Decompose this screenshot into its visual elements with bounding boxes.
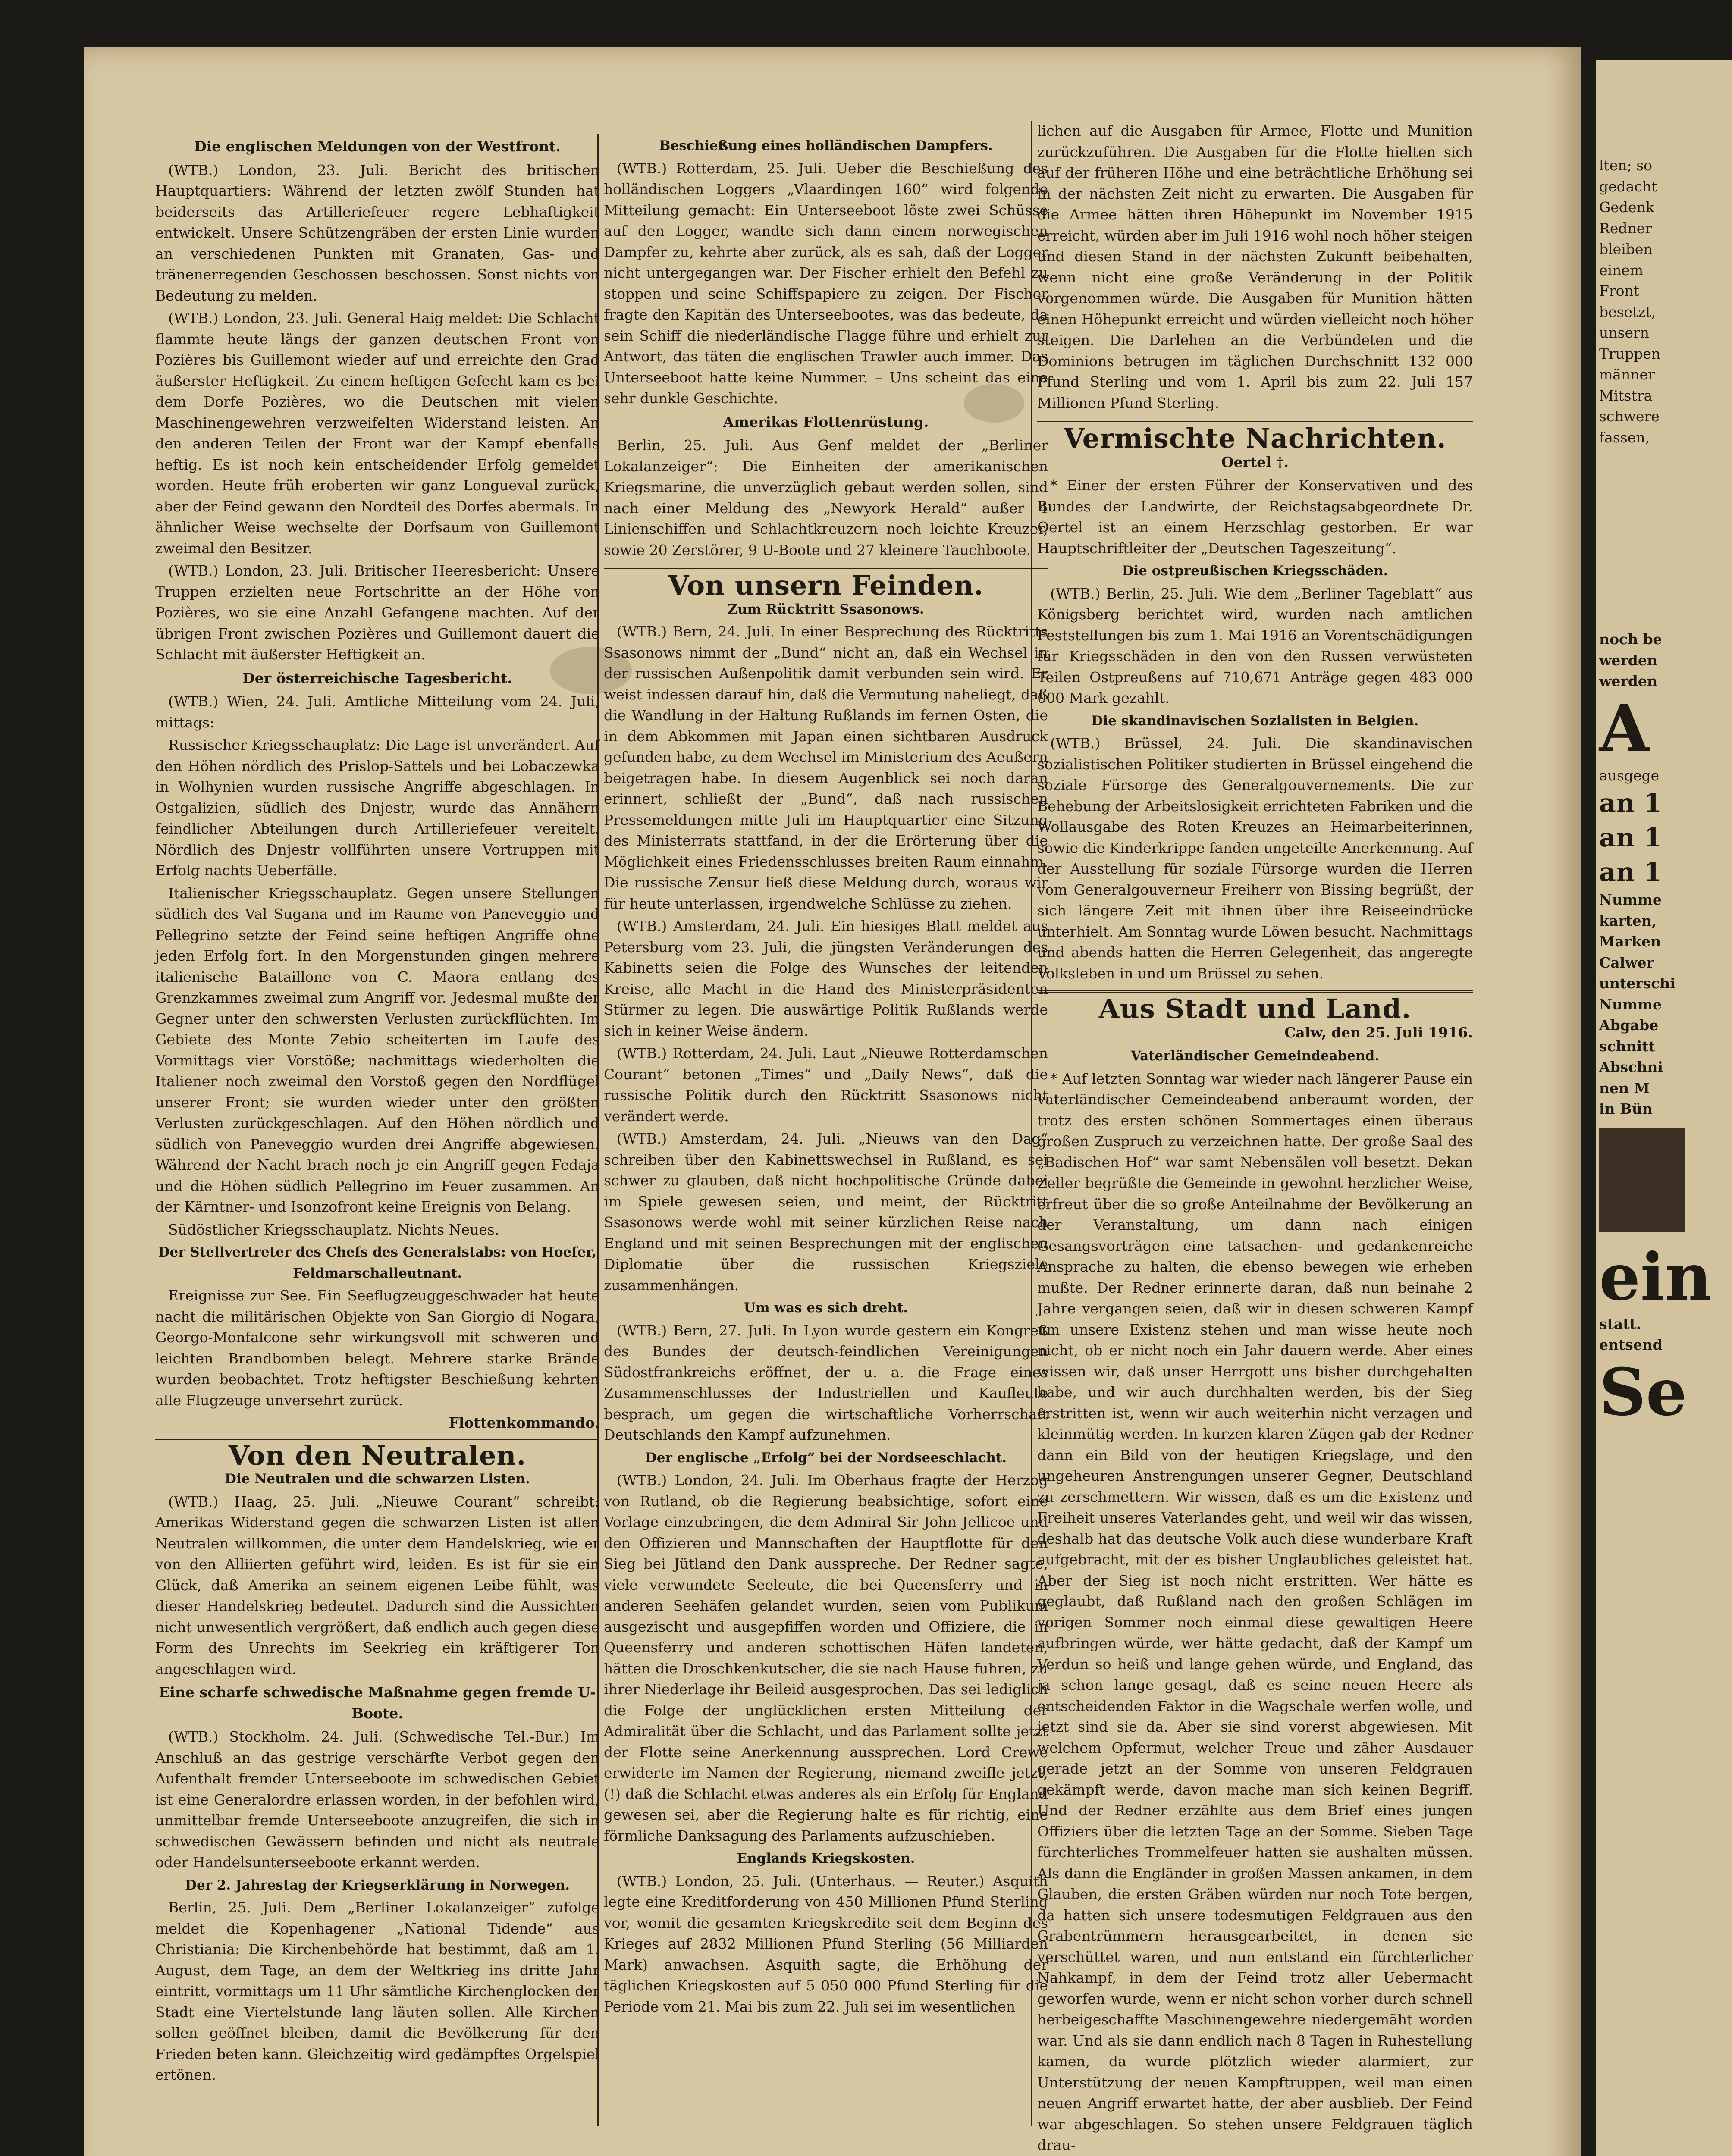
edge-line: Gedenk [1599, 199, 1654, 216]
edge-illustration [1599, 1128, 1685, 1232]
article-paragraph: lichen auf die Ausgaben für Armee, Flotte und Munition zurückzuführen. Die Ausgaben für die Flotte hielten sich auf der früheren Höhe und eine beträchtliche Erhöhung sei in der nächsten Zeit nicht zu erwarten. Die Ausgaben für die Armee hätten ihren Höhepunkt im November 1915 erreicht, würden aber im Juli 1916 wohl noch höher steigen und diesen Stand in der nächsten Zukunft beibehalten, wenn nicht eine große Veränderung in der Politik vorgenommen würde. Die Ausgaben für Munition hätten einen Höhepunkt erreicht und würden vielleicht noch höher steigen. Die Darlehen an die Verbündeten und die Dominions betrugen im täglichen Durchschnitt 132 000 Pfund Sterling und vom 1. April bis zum 22. Juli 157 Millionen Pfund Sterling. [1037, 122, 1473, 411]
section-heading: Vermischte Nachrichten. [1064, 423, 1446, 454]
article-title: Eine scharfe schwedische Maßnahme gegen fremde U-Boote. [159, 1684, 596, 1722]
article-paragraph: Südöstlicher Kriegsschauplatz. Nichts Neues. [168, 1221, 499, 1238]
article-paragraph: (WTB.) Bern, 24. Juli. In einer Besprechung des Rücktritts Ssasonows nimmt der „Bund“ nicht an, daß ein Wechsel in der russischen Außenpolitik damit verbunden sein wird. Er weist indessen darauf hin, daß die Vermutung naheliegt, daß die Wandlung in der Haltung Rußlands im fernen Osten, die in dem Abkommen mit Japan einen sichtbaren Ausdruck gefunden habe, zu dem Wechsel im Ministerium des Aeußern beigetragen habe. In diesem Augenblick sei noch daran erinnert, schließt der „Bund“, daß nach russischen Pressemeldungen mitte Juli im Hauptquartier eine Sitzung des Ministerrats stattfand, in der die Erörterung über die Möglichkeit eines Friedensschlusses breiten Raum einnahm. Die russische Zensur ließ diese Meldung durch, woraus wir für heute unterlassen, irgendwelche Schlüsse zu ziehen. [604, 623, 1048, 912]
edge-line: Abschni [1599, 1059, 1663, 1075]
edge-line: schnitt [1599, 1037, 1655, 1055]
article-paragraph: Italienischer Kriegsschauplatz. Gegen unsere Stellungen südlich des Val Sugana und im Raume von Paneveggio und Pellegrino setzte der Feind seine heftigen Angriffe ohne jeden Erfolg fort. In den Morgenstunden gingen mehrere italienische Bataillone von C. Maora entlang des Grenzkammes zweimal zum Angriff vor. Jedesmal mußte der Gegner unter den schwersten Verlusten zurückflüchten. Im Gebiete des Monte Zebio scheiterten im Laufe des Vormittags vier Vorstöße; nachmittags wiederholten die Italiener noch zweimal den Vorstoß gegen den Nordflügel unserer Front; sie wurden wieder unter den größten Verlusten zurückgeschlagen. Auf den Höhen nördlich und südlich von Paneveggio wurden drei Angriffe abgewiesen. Während der Nacht brach noch je ein Angriff gegen Fedaja und die Höhen südlich Pellegrino im Feuer zusammen. An der Kärntner- und Isonzofront keine Ereignis von Belang. [155, 884, 599, 1215]
edge-line: werden [1599, 652, 1657, 669]
edge-line: gedacht [1599, 178, 1657, 195]
article-paragraph: Berlin, 25. Juli. Aus Genf meldet der „Berliner Lokalanzeiger“: Die Einheiten der amerikanischen Kriegsmarine, die unverzüglich gebaut werden sollen, sind nach einer Meldung des „Newyork Herald“ außer 4 Linienschiffen und Schlachtkreuzern noch leichte Kreuzer, sowie 20 Zerstörer, 9 U-Boote und 27 kleinere Tauchboote. [604, 437, 1048, 558]
article-paragraph: (WTB.) Rotterdam, 24. Juli. Laut „Nieuwe Rotterdamschen Courant“ betonen „Times“ und „Daily News“, daß die russische Politik durch den Rücktritt Ssasonows nicht verändert werde. [604, 1045, 1048, 1125]
edge-line: Marken [1599, 933, 1661, 950]
adjacent-page-edge [1596, 60, 1732, 2156]
article-paragraph: (WTB.) Amsterdam, 24. Juli. Ein hiesiges Blatt meldet aus Petersburg vom 23. Juli, die jüngsten Veränderungen des Kabinetts seien die Folge des Wunsches der leitenden Kreise, alle Macht in die Hand des Ministerpräsidenten Stürmer zu legen. Die auswärtige Politik Rußlands werde sich in keiner Weise ändern. [604, 918, 1048, 1039]
edge-line: Redner [1599, 219, 1652, 237]
article-paragraph: (WTB.) London, 23. Juli. Bericht des britischen Hauptquartiers: Während der letzten zwölf Stunden hat beiderseits das Artilleriefeuer regere Lebhaftigkeit entwickelt. Unsere Schützengräben der ersten Linie wurden an verschiedenen Punkten mit Granaten, Gas- und tränenerregenden Geschossen beschossen. Sonst nichts von Bedeutung zu melden. [155, 161, 599, 304]
article-paragraph: (WTB.) London, 24. Juli. Im Oberhaus fragte der Herzog von Rutland, ob die Regierung beabsichtige, sofort eine Vorlage einzubringen, die dem Admiral Sir John Jellicoe und den Offizieren und Mannschaften der Hauptflotte für den Sieg bei Jütland den Dank ausspreche. Der Redner sagte, viele verwundete Seeleute, die bei Queensferry und in anderen Seehäfen gelandet wurden, seien vom Publikum ausgezischt und ausgepfiffen worden und Offiziere, die in Queensferry und anderen schottischen Häfen landeten, hätten die Droschkenkutscher, die sie nach Hause fuhren, zu ihrer Niederlage ihr Beileid ausgesprochen. Das sei lediglich die Folge der unglücklichen ersten Mitteilung der Admiralität über die Schlacht, und das Parlament sollte jetzt der Flotte seine Anerkennung aussprechen. Lord Crewe erwiderte im Namen der Regierung, niemand zweifle jetzt, (!) daß die Schlacht etwas anderes als ein Erfolg für England gewesen sei, aber die Regierung halte es für richtig, eine förmliche Danksagung des Parlaments aufzuschieben. [604, 1472, 1048, 1844]
column-2 [604, 134, 1048, 2019]
edge-line: Abgabe [1599, 1017, 1659, 1034]
section-title: Der österreichische Tagesbericht. [242, 669, 512, 686]
section-title: Die englischen Meldungen von der Westfront. [194, 138, 561, 155]
edge-line: besetzt, [1599, 303, 1656, 320]
divider [604, 567, 1048, 569]
edge-line: an 1 [1599, 788, 1662, 818]
edge-line: Calwer [1599, 954, 1654, 971]
edge-line: Front [1599, 282, 1640, 299]
signature: Flottenkommando. [449, 1414, 599, 1431]
article-paragraph: (WTB.) Wien, 24. Juli. Amtliche Mitteilung vom 24. Juli, mittags: [155, 693, 599, 731]
edge-line: entsend [1599, 1336, 1663, 1353]
edge-line: nen M [1599, 1079, 1650, 1097]
edge-line: Truppen [1599, 345, 1661, 362]
edge-line: in Bün [1599, 1100, 1653, 1117]
article-title: Um was es sich dreht. [744, 1300, 908, 1316]
article-paragraph: (WTB.) Rotterdam, 25. Juli. Ueber die Beschießung des holländischen Loggers „Vlaardingen 160“ wird folgende Mitteilung gemacht: Ein Unterseeboot löste zwei Schüsse auf den Logger, wandte sich dann einem norwegischen Dampfer zu, kehrte aber zurück, als es sah, daß der Logger nicht untergegangen war. Der Fischer erhielt den Befehl zu stoppen und seine Schiffspapiere zu zeigen. Der Fischer fragte den Kapitän des Unterseebootes, was das bedeute, da sein Schiff die niederländische Flagge führe und erhielt zur Antwort, das täten die englischen Trawler auch immer. Das Unterseeboot hatte keine Nummer. – Uns scheint das eine sehr dunkle Geschichte. [604, 160, 1048, 407]
article-paragraph: (WTB.) Bern, 27. Juli. In Lyon wurde gestern ein Kongreß des Bundes der deutsch-feindlichen Vereinigungen Südostfrankreichs eröffnet, der u. a. die Frage eines Zusammenschlusses der Industriellen und Kaufleute besprach, um gegen die wirtschaftliche Vorherrschaft Deutschlands den Kampf aufzunehmen. [604, 1322, 1048, 1443]
signature: Der Stellvertreter des Chefs des Generalstabs: von Hoefer, Feldmarschalleutnant. [158, 1244, 597, 1281]
edge-large-letter: A [1599, 690, 1650, 767]
article-title: Oertel †. [1221, 453, 1289, 470]
edge-line: karten, [1599, 912, 1657, 929]
edge-line: an 1 [1599, 857, 1662, 887]
article-paragraph: (WTB.) Stockholm. 24. Juli. (Schwedische Tel.-Bur.) Im Anschluß an das gestrige verschärfte Verbot gegen den Aufenthalt fremder Unterseeboote im schwedischen Gebiet ist eine Generalordre erlassen worden, in der befohlen wird, unmittelbar fremde Unterseeboote anzugreifen, die sich in schwedischen Gewässern befinden und nicht als neutrale oder Handelsunterseeboote erkannt werden. [155, 1728, 599, 1871]
article-paragraph: Berlin, 25. Juli. Dem „Berliner Lokalanzeiger“ zufolge meldet die Kopenhagener „National Tidende“ aus Christiania: Die Kirchenbehörde hat bestimmt, daß am 1. August, dem Tage, an dem der Weltkrieg ins dritte Jahr eintritt, vormittags um 11 Uhr sämtliche Kirchenglocken der Stadt eine Viertelstunde lang läuten sollen. Alle Kirchen sollen geöffnet bleiben, damit die Bevölkerung für den Frieden beten kann. Gleichzeitig wird gedämpftes Orgelspiel ertönen. [155, 1899, 599, 2083]
newspaper-page [84, 47, 1581, 2156]
article-paragraph: * Auf letzten Sonntag war wieder nach längerer Pause ein vaterländischer Gemeindeabend anberaumt worden, der trotz des ersten schönen Sommertages einen überaus großen Zuspruch zu verzeichnen hatte. Der große Saal des „Badischen Hof“ war samt Nebensälen voll besetzt. Dekan Zeller begrüßte die Gemeinde in gewohnt herzlicher Weise, erfreut über die so große Anteilnahme der Bevölkerung an der Veranstaltung, um dann nach einigen Gesangsvorträgen eine tatsachen- und gedankenreiche Ansprache zu halten, die ebenso bewegen wie erheben mußte. Der Redner erinnerte daran, daß nun beinahe 2 Jahre vergangen seien, daß wir in diesen schweren Kampf um unsere Existenz stehen und man wisse heute noch nicht, ob er nicht noch ein Jahr dauern werde. Aber eines wissen wir, daß unser Herrgott uns bisher durchgehalten habe, und wir auch durchhalten werden, bis der Sieg erstritten ist, wenn wir auch weiterhin nicht verzagen und kleinmütig werden. In kurzen klaren Zügen gab der Redner dann ein Bild von der heutigen Kriegslage, und den ungeheuren Anstrengungen unserer Gegner, Deutschland zu zerschmettern. Wir wissen, daß es um die Existenz und Freiheit unseres Vaterlandes geht, und weil wir das wissen, deshalb hat das deutsche Volk auch diese wunderbare Kraft aufgebracht, mit der es bisher Unglaubliches geleistet hat. Aber der Sieg ist noch nicht erstritten. Wer hätte es geglaubt, daß Rußland nach den großen Schlägen im vorigen Sommer noch einmal diese gewaltigen Heere aufbringen würde, wer hätte gedacht, daß der Kampf um Verdun so heiß und lange gehen würde, und England, das ja schon lange gesagt, daß es seine neuen Heere als entscheidenden Faktor in die Wagschale werfen wolle, und jetzt sind sie da. Aber sie sind vorerst abgewiesen. Mit welchem Opfermut, welcher Treue und zäher Ausdauer gerade jetzt an der Somme von unseren Feldgrauen gekämpft werde, davon mache man sich keinen Begriff. Und der Redner erzählte aus dem Brief eines jungen Offiziers über die letzten Tage an der Somme. Sieben Tage fürchterliches Trommelfeuer hatten sie aushalten müssen. Als dann die Engländer in großen Massen ankamen, in dem Glauben, die ersten Gräben würden nur noch Tote bergen, da hatten sich unsere todesmutigen Feldgrauen aus den Grabentrümmern herausgearbeitet, in denen sie verschüttet waren, und nun entstand ein fürchterlicher Nahkampf, in dem der Feind trotz aller Uebermacht geworfen wurde, wenn er nicht schon vorher durch schnell herbeigeschaffte Maschinengewehre niedergemäht worden war. Und als sie dann endlich nach 8 Tagen in Ruhestellung kamen, da wurde plötzlich wieder alarmiert, zur Unterstützung der neuen Kampftruppen, weil man einen neuen Angriff erwartet hatte, der aber ausblieb. Der Feind war abgeschlagen. So stehen unsere Feldgrauen täglich drau- [1037, 1070, 1473, 2153]
article-title: Zum Rücktritt Ssasonows. [728, 601, 924, 617]
article-paragraph: (WTB.) Haag, 25. Juli. „Nieuwe Courant“ schreibt: Amerikas Widerstand gegen die schwarzen Listen ist allen Neutralen willkommen, die unter dem Handelskrieg, wie er von den Alliierten geführt wird, leiden. Es ist für sie ein Glück, daß Amerika an seinem eigenen Leibe fühlt, was dieser Handelskrieg bedeutet. Dadurch sind die Aussichten nicht unwesentlich vergrößert, daß endlich auch gegen diese Form des Unrechts im Seekrieg ein kräftigerer Ton angeschlagen wird. [155, 1493, 599, 1677]
edge-large-letter: ein [1599, 1239, 1712, 1315]
article-paragraph: * Einer der ersten Führer der Konservativen und des Bundes der Landwirte, der Reichstagsabgeordnete Dr. Oertel ist an einem Herzschlag gestorben. Er war Hauptschriftleiter der „Deutschen Tageszeitung“. [1037, 477, 1473, 557]
edge-line: lten; so [1599, 157, 1653, 174]
article-title: Die skandinavischen Sozialisten in Belgien. [1091, 713, 1419, 729]
column-1 [155, 134, 599, 2087]
edge-line: unterschi [1599, 975, 1676, 992]
edge-line: einem [1599, 261, 1644, 279]
section-heading: Aus Stadt und Land. [1098, 993, 1412, 1025]
article-paragraph: (WTB.) London, 23. Juli. Britischer Heeresbericht: Unsere Truppen erzielten neue Fortschritte an der Höhe von Pozières, wo sie eine Anzahl Gefangene machten. Auf der übrigen Front zwischen Pozières und Guillemont dauert die Schlacht mit äußerster Heftigkeit an. [155, 562, 599, 663]
edge-line: Numme [1599, 891, 1662, 908]
edge-line: an 1 [1599, 823, 1662, 853]
section-heading: Von unsern Feinden. [668, 570, 984, 601]
article-title: Amerikas Flottenrüstung. [723, 413, 929, 430]
edge-line: Numme [1599, 996, 1662, 1013]
edge-line: männer [1599, 366, 1655, 383]
article-paragraph: (WTB.) Brüssel, 24. Juli. Die skandinavischen sozialistischen Politiker studierten in Brüssel eingehend die soziale Fürsorge des Generalgouvernements. Die zur Behebung der Arbeitslosigkeit errichteten Fabriken und die Wollausgabe des Roten Kreuzes an Heimarbeiterinnen, sowie die Kinderkrippe fanden ungeteilte Anerkennung. Auf der Ausstellung für soziale Fürsorge wurden die Herren vom Generalgouverneur Freiherr von Bissing begrüßt, der sich längere Zeit mit ihnen über ihre Reiseeindrücke unterhielt. Am Sonntag wurde Löwen besucht. Nachmittags und abends hatten die Herren Gelegenheit, das angeregte Volksleben in und um Brüssel zu sehen. [1037, 735, 1473, 982]
divider [1037, 990, 1473, 993]
article-paragraph: (WTB.) Amsterdam, 24. Juli. „Nieuws van den Dag“ schreiben über den Kabinettswechsel in Rußland, es sei schwer zu glauben, daß nicht hochpolitische Gründe dabei im Spiele gewesen seien, und meint, der Rücktritt Ssasonows werde wohl mit seiner kürzlichen Reise nach England und mit seinen Besprechungen mit der englischen Diplomatie über die russischen Kriegsziele zusammenhängen. [604, 1130, 1048, 1294]
edge-line: ausgege [1599, 767, 1660, 784]
article-title: Die Neutralen und die schwarzen Listen. [225, 1471, 530, 1487]
edge-line: statt. [1599, 1315, 1641, 1332]
article-paragraph: (WTB.) London, 25. Juli. (Unterhaus. — Reuter.) Asquith legte eine Kreditforderung von 450 Millionen Pfund Sterling vor, womit die gesamten Kriegskredite seit dem Beginn des Krieges auf 2832 Millionen Pfund Sterling (56 Milliarden Mark) anwachsen. Asquith sagte, die Erhöhung der täglichen Kriegskosten auf 5 050 000 Pfund Sterling für die Periode vom 21. Mai bis zum 22. Juli sei im wesentlichen [604, 1872, 1048, 2015]
dateline: Calw, den 25. Juli 1916. [1284, 1024, 1473, 1041]
edge-line: fassen, [1599, 429, 1650, 446]
article-title: Englands Kriegskosten. [737, 1851, 915, 1866]
edge-line: unsern [1599, 324, 1649, 341]
edge-line: schwere [1599, 408, 1660, 425]
edge-line: werden [1599, 673, 1657, 689]
edge-line: noch be [1599, 631, 1662, 648]
article-title: Der 2. Jahrestag der Kriegserklärung in Norwegen. [185, 1877, 570, 1893]
edge-line: bleiben [1599, 241, 1653, 257]
divider [1037, 420, 1473, 422]
article-title: Vaterländischer Gemeindeabend. [1130, 1048, 1380, 1064]
article-title: Beschießung eines holländischen Dampfers. [659, 138, 993, 154]
article-paragraph: (WTB.) London, 23. Juli. General Haig meldet: Die Schlacht flammte heute längs der ganzen deutschen Front von Pozières bis Guillemont wieder auf und erreichte den Grad äußerster Heftigkeit. Zu einem heftigen Gefecht kam es bei dem Dorfe Pozières, wo die Deutschen mit vielen Maschinengewehren verzweifelten Widerstand leisten. An den anderen Teilen der Front war der Kampf ebenfalls heftig. Es ist noch kein entscheidender Erfolg gemeldet worden. Heute früh eroberten wir ganz Longueval zurück, aber der Feind gewann den Nordteil des Dorfes abermals. In ähnlicher Weise wechselte der Dorfsaum von Guillemont zweimal den Besitzer. [155, 310, 599, 557]
edge-large-letter: Se [1599, 1354, 1687, 1430]
edge-line: Mitstra [1599, 387, 1653, 404]
article-paragraph: Ereignisse zur See. Ein Seeflugzeuggeschwader hat heute nacht die militärischen Objekte von San Giorgio di Nogara, Georgo-Monfalcone sehr wirkungsvoll mit schweren und leichten Brandbomben belegt. Mehrere starke Brände wurden beobachtet. Trotz heftigster Beschießung kehrten alle Flugzeuge unversehrt zurück. [155, 1287, 599, 1409]
section-heading: Von den Neutralen. [228, 1439, 527, 1471]
article-paragraph: Russischer Kriegsschauplatz: Die Lage ist unverändert. Auf den Höhen nördlich des Prislop-Sattels und bei Lobaczewka in Wolhynien wurden russische Angriffe abgeschlagen. In Ostgalizien, südlich des Dnjestr, wurde das Annähern feindlicher Abteilungen durch Artilleriefeuer vereitelt. Nördlich des Dnjestr vollführten unsere Vortruppen mit Erfolg nachts Ueberfälle. [155, 736, 599, 879]
article-title: Die ostpreußischen Kriegsschäden. [1122, 563, 1388, 579]
column-3 [1037, 121, 1473, 2156]
adjacent-page-text [1596, 60, 1732, 1429]
article-paragraph: (WTB.) Berlin, 25. Juli. Wie dem „Berliner Tageblatt“ aus Königsberg berichtet wird, wurden nach amtlichen Feststellungen bis zum 1. Mai 1916 an Vorentschädigungen für Kriegsschäden in den von den Russen verwüsteten Teilen Ostpreußens auf 710,671 Anträge gegen 483 000 000 Mark gezahlt. [1037, 585, 1473, 706]
article-title: Der englische „Erfolg“ bei der Nordseeschlacht. [645, 1450, 1007, 1466]
